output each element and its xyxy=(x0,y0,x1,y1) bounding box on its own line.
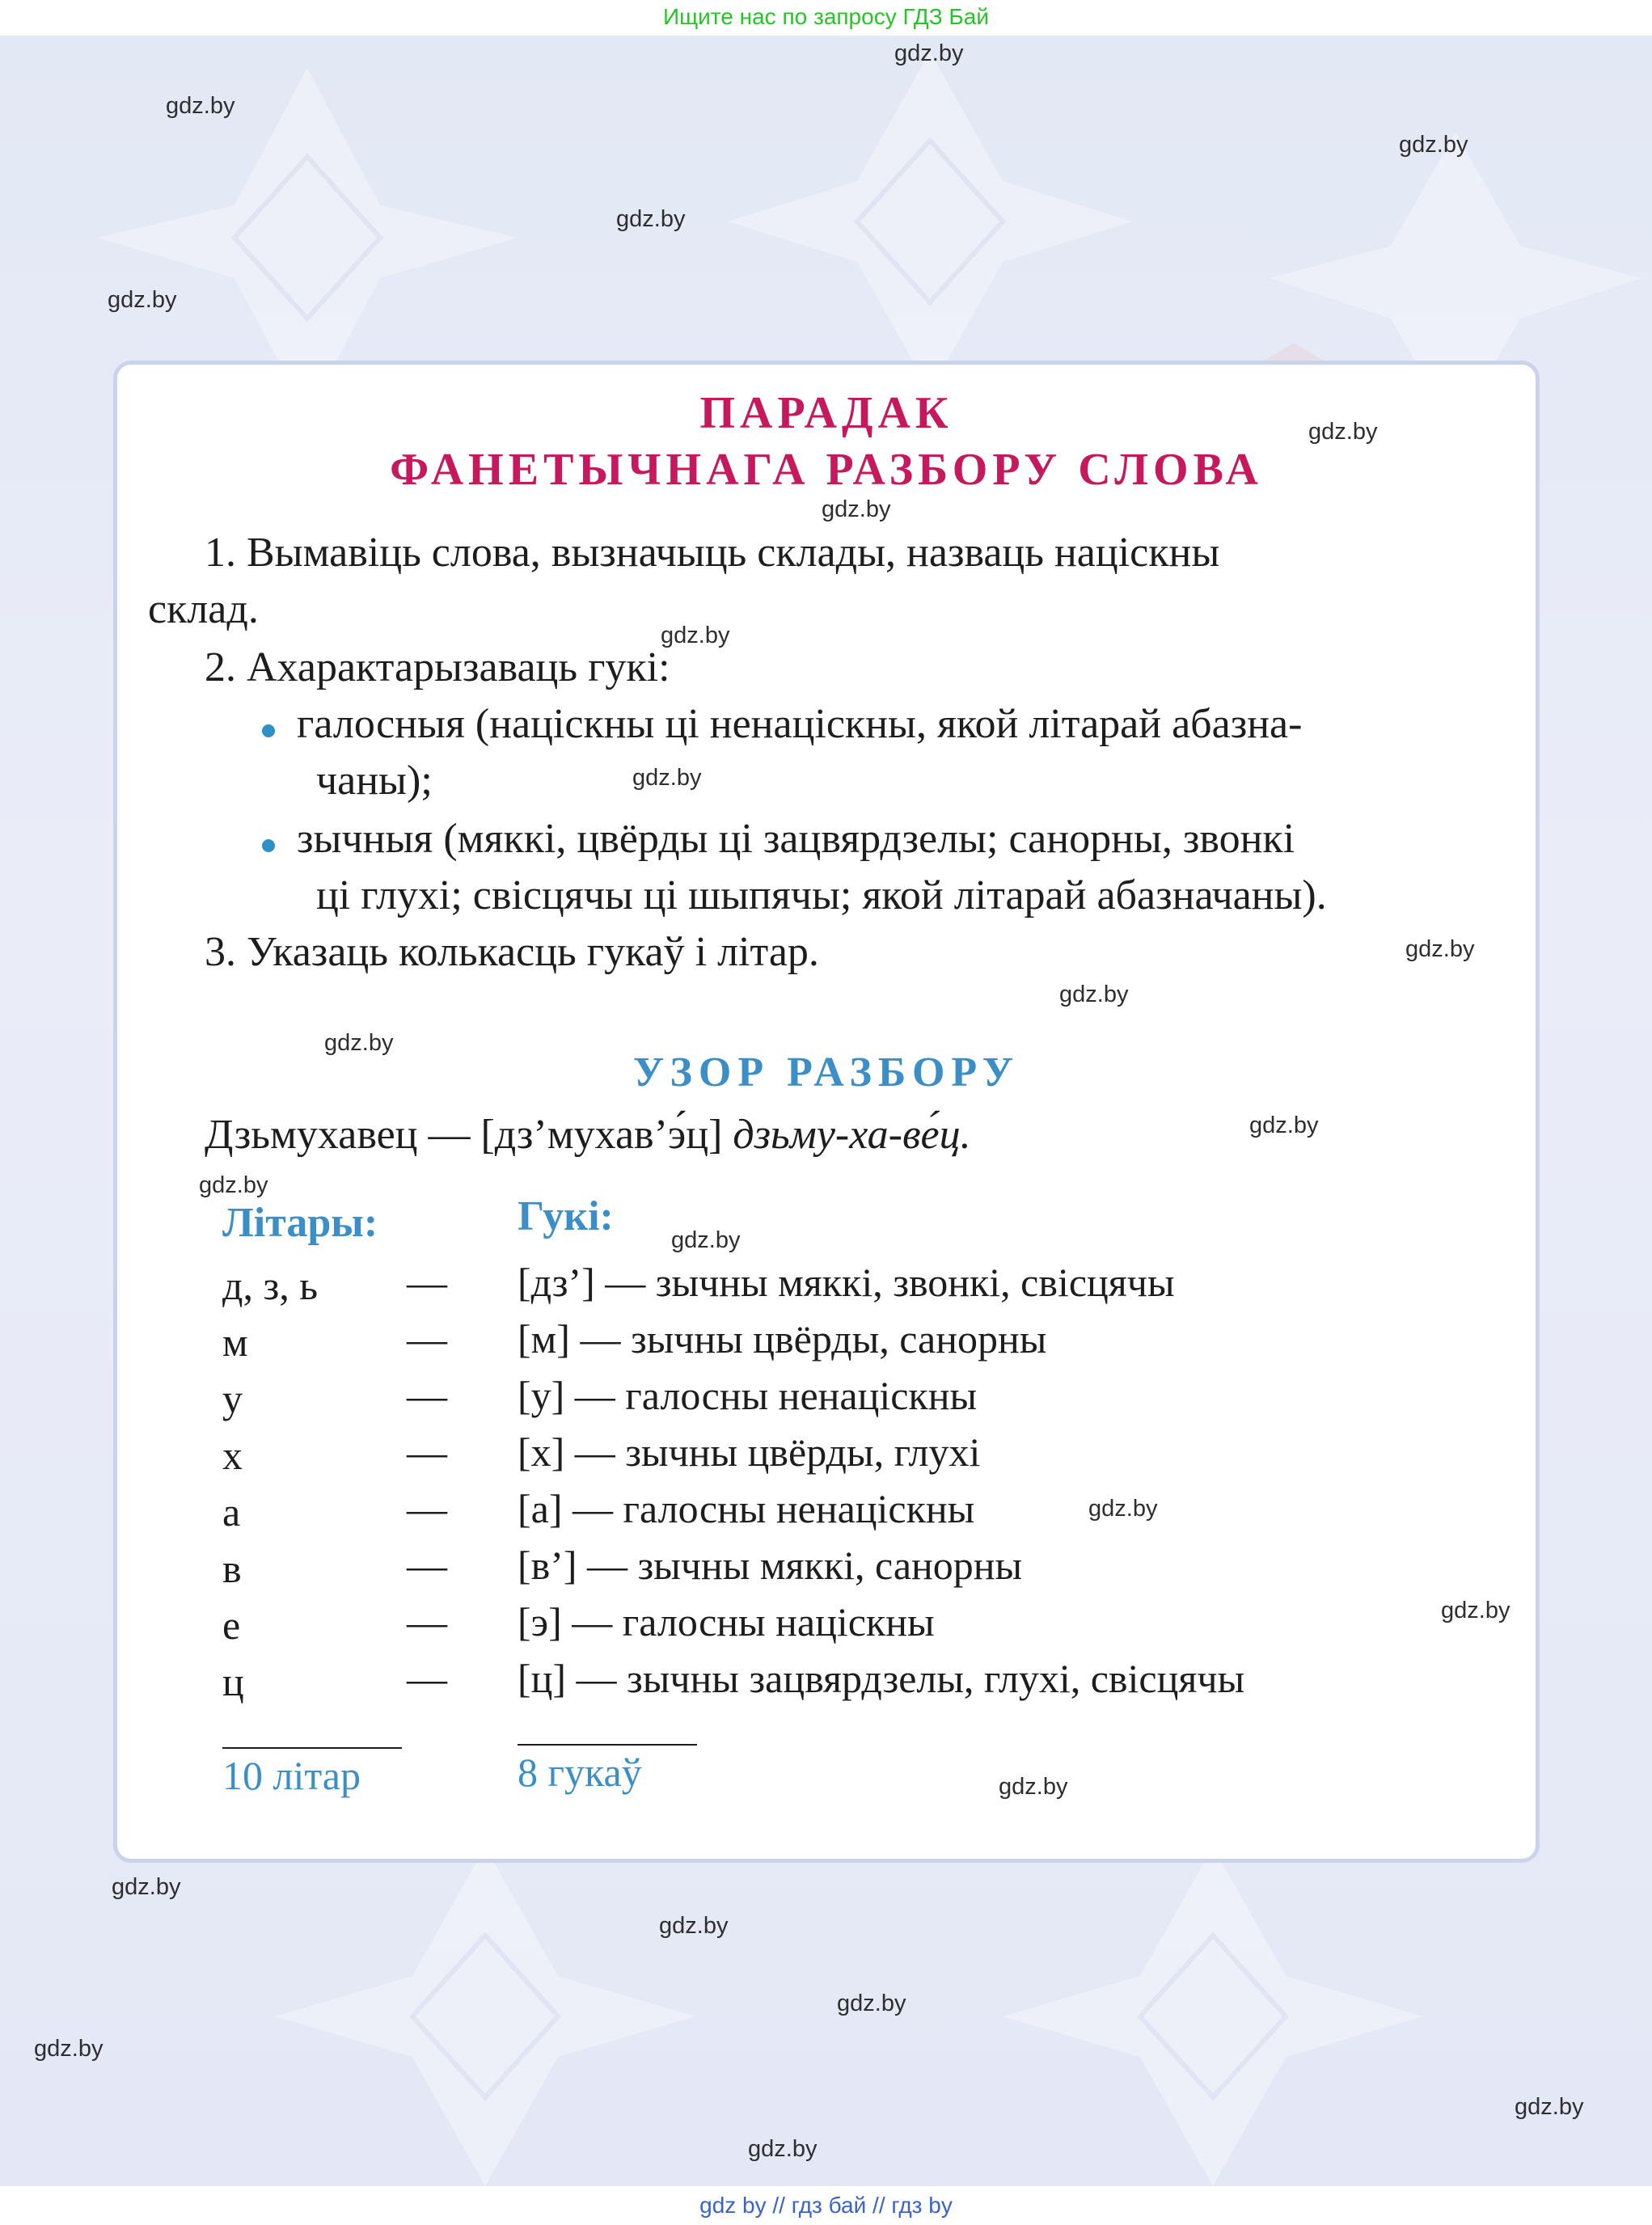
content-card xyxy=(113,361,1540,1863)
letters-total-rule xyxy=(222,1747,402,1749)
row-sound: [в’] — зычны мяккі, санорны xyxy=(518,1543,1023,1588)
example-transcription: [дз’мухав’э́ц] xyxy=(480,1112,723,1158)
title-line-2: ФАНЕТЫЧНАГА РАЗБОРУ СЛОВА xyxy=(390,445,1263,495)
watermark: gdz.by xyxy=(1441,1598,1510,1623)
watermark: gdz.by xyxy=(1399,132,1468,158)
watermark: gdz.by xyxy=(748,2136,818,2162)
watermark: gdz.by xyxy=(108,287,177,313)
watermark: gdz.by xyxy=(34,2036,104,2062)
row-sound: [х] — зычны цвёрды, глухі xyxy=(518,1429,981,1475)
step-1-line-2: склад. xyxy=(148,586,259,632)
bullet-icon xyxy=(262,839,275,852)
step-3: 3. Указаць колькасць гукаў і літар. xyxy=(205,929,819,975)
watermark: gdz.by xyxy=(199,1172,268,1198)
bottom-banner[interactable]: gdz by // гдз бай // гдз by xyxy=(0,2186,1652,2225)
bullet-2-line-2: ці глухі; свісцячы ці шыпячы; якой літарай абазначаны). xyxy=(316,872,1327,918)
watermark: gdz.by xyxy=(1088,1496,1158,1522)
watermark: gdz.by xyxy=(661,623,730,648)
row-sound: [у] — галосны ненаціскны xyxy=(518,1373,978,1418)
row-letters: ц xyxy=(222,1659,244,1704)
row-letters: м xyxy=(222,1319,248,1365)
watermark: gdz.by xyxy=(1059,982,1129,1007)
watermark: gdz.by xyxy=(632,765,702,791)
row-dash: — xyxy=(407,1656,447,1701)
watermark: gdz.by xyxy=(1308,419,1378,445)
step-1-line-1: 1. Вымавіць слова, вызначыць склады, назваць націскны xyxy=(205,530,1220,576)
bullet-1-line-1: галосныя (націскны ці ненаціскны, якой літарай абазна- xyxy=(297,701,1303,747)
row-sound: [ц] — зычны зацвярдзелы, глухі, свісцячы xyxy=(518,1656,1245,1701)
watermark: gdz.by xyxy=(837,1991,906,2016)
watermark: gdz.by xyxy=(1249,1112,1319,1138)
sounds-total-rule xyxy=(518,1744,697,1746)
letters-header: Літары: xyxy=(222,1200,378,1246)
row-sound: [а] — галосны ненаціскны xyxy=(518,1486,975,1531)
row-letters: у xyxy=(222,1376,243,1421)
step-2: 2. Ахарактарызаваць гукі: xyxy=(205,644,670,690)
row-sound: [дз’] — зычны мяккі, звонкі, свісцячы xyxy=(518,1260,1175,1305)
example-line xyxy=(205,1107,971,1163)
watermark: gdz.by xyxy=(894,40,964,66)
watermark: gdz.by xyxy=(1515,2094,1584,2120)
row-dash: — xyxy=(407,1373,447,1418)
example-word: Дзьмухавец — xyxy=(205,1112,471,1158)
row-letters: а xyxy=(222,1489,241,1535)
row-letters: е xyxy=(222,1602,241,1648)
letters-total: 10 літар xyxy=(222,1753,361,1798)
sounds-total: 8 гукаў xyxy=(518,1750,642,1795)
row-dash: — xyxy=(407,1429,447,1475)
watermark: gdz.by xyxy=(112,1874,181,1900)
row-letters: в xyxy=(222,1546,242,1591)
watermark: gdz.by xyxy=(659,1913,729,1939)
top-banner[interactable]: Ищите нас по запросу ГДЗ Бай xyxy=(0,0,1652,36)
bullet-2-line-1: зычныя (мяккі, цвёрды ці зацвярдзелы; санорны, звонкі xyxy=(297,816,1295,862)
watermark: gdz.by xyxy=(822,496,891,522)
row-dash: — xyxy=(407,1486,447,1531)
bullet-1-line-2: чаны); xyxy=(316,758,433,804)
row-sound: [м] — зычны цвёрды, санорны xyxy=(518,1316,1047,1362)
row-dash: — xyxy=(407,1599,447,1644)
title-line-1: ПАРАДАК xyxy=(699,388,953,438)
watermark: gdz.by xyxy=(324,1030,394,1056)
example-title: УЗОР РАЗБОРУ xyxy=(632,1049,1020,1096)
watermark: gdz.by xyxy=(671,1227,741,1253)
watermark: gdz.by xyxy=(166,93,235,119)
row-letters: д, з, ь xyxy=(222,1263,318,1308)
row-dash: — xyxy=(407,1543,447,1588)
example-syllables: дзьму-ха-ве́ц. xyxy=(733,1112,971,1158)
row-letters: х xyxy=(222,1433,243,1478)
watermark: gdz.by xyxy=(1405,936,1475,962)
row-dash: — xyxy=(407,1260,447,1305)
row-sound: [э] — галосны націскны xyxy=(518,1599,935,1644)
watermark: gdz.by xyxy=(999,1774,1068,1800)
sounds-header: Гукі: xyxy=(518,1193,614,1239)
row-dash: — xyxy=(407,1316,447,1362)
bullet-icon xyxy=(262,724,275,737)
watermark: gdz.by xyxy=(616,206,686,232)
